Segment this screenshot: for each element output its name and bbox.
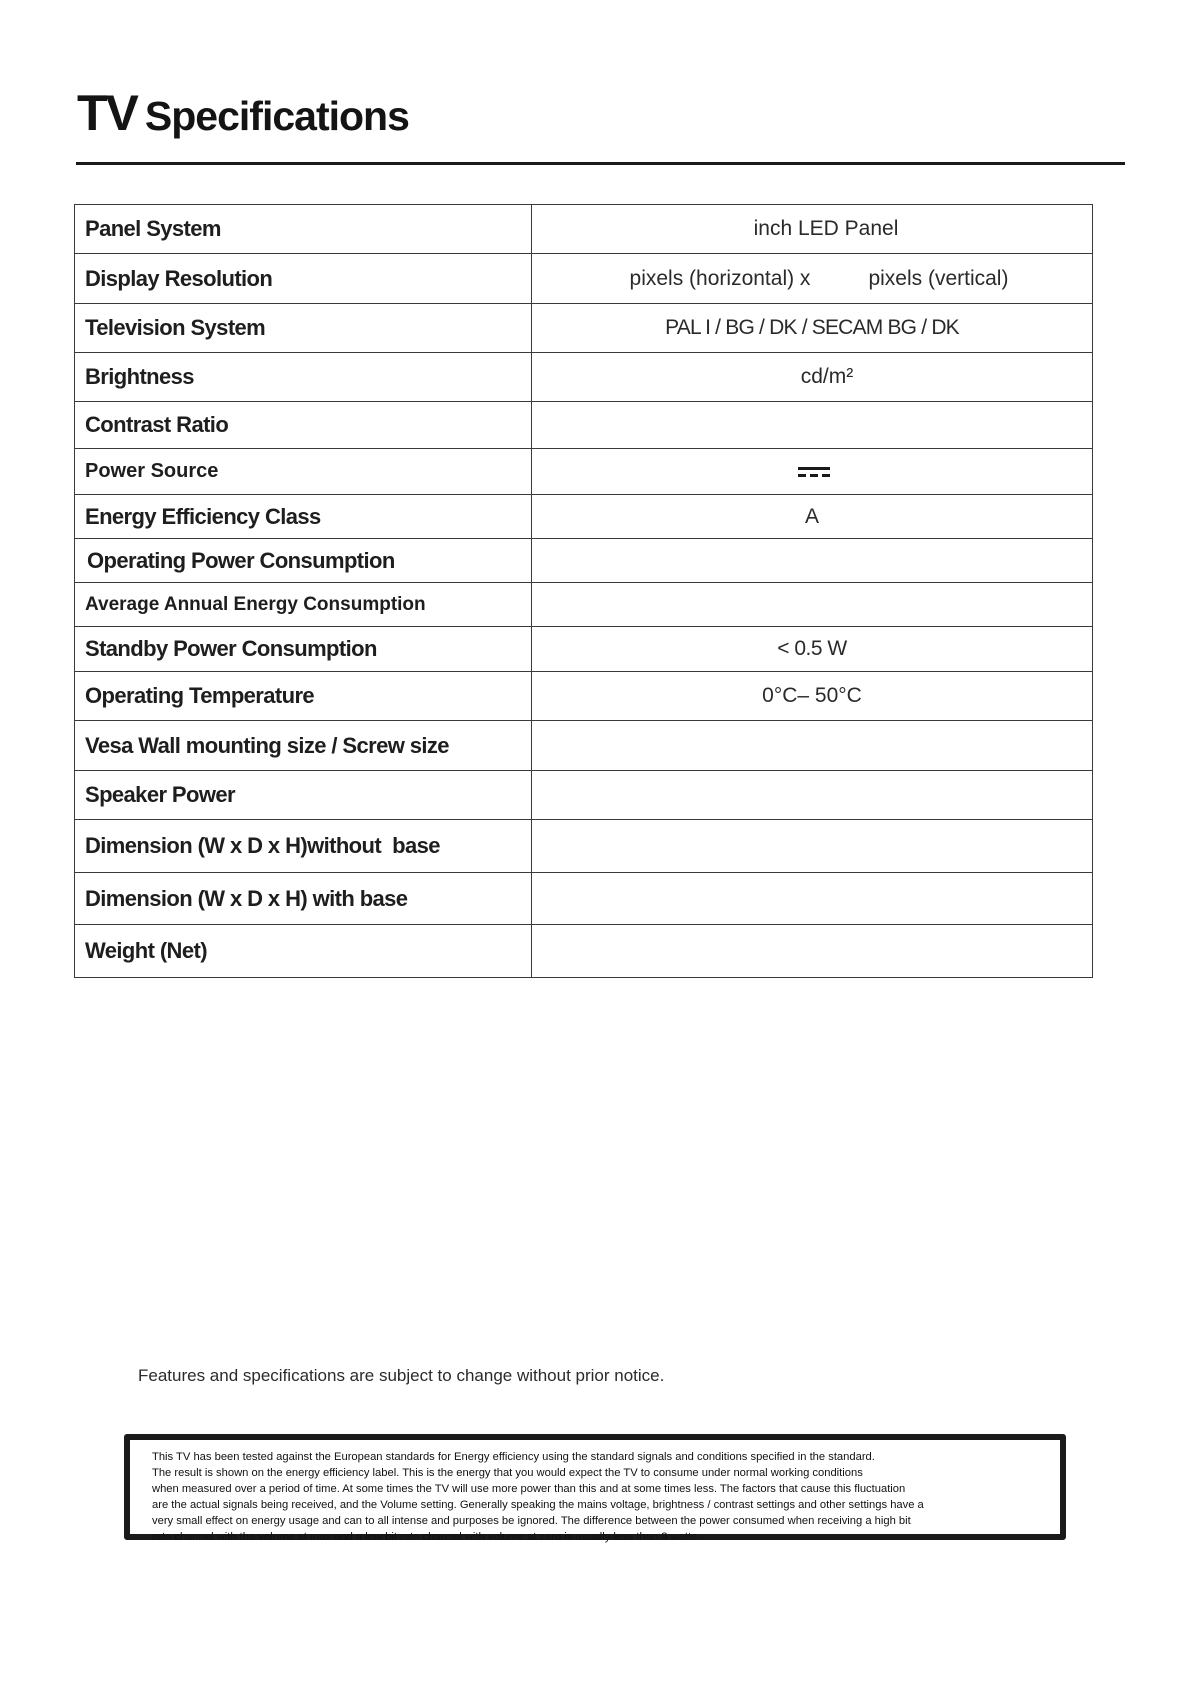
spec-value bbox=[532, 873, 1093, 925]
spec-label: Contrast Ratio bbox=[75, 402, 532, 449]
energy-notice-text bbox=[152, 1449, 1060, 1545]
spec-value bbox=[532, 402, 1093, 449]
spec-value bbox=[532, 721, 1093, 771]
resolution-vertical-text: pixels (vertical) bbox=[868, 266, 1009, 290]
energy-notice-line: are the actual signals being received, and the Volume setting. Generally speaking the mains voltage, brightness / contrast settings and other settings have a bbox=[152, 1499, 924, 1511]
spec-label: Dimension (W x D x H)without base bbox=[75, 820, 532, 873]
spec-row-dimension-with-base bbox=[75, 873, 1093, 925]
energy-notice-line: rate channel with the volume at max and a low bit rate channel with volume at zero is usually less than 3 watts. bbox=[152, 1531, 700, 1543]
spec-value: inch LED Panel bbox=[532, 205, 1093, 254]
spec-label: Dimension (W x D x H) with base bbox=[75, 873, 532, 925]
spec-row-brightness bbox=[75, 353, 1093, 402]
spec-row-panel-system bbox=[75, 205, 1093, 254]
spec-row-average-annual-energy-consumption bbox=[75, 583, 1093, 627]
spec-row-power-source bbox=[75, 449, 1093, 495]
spec-row-operating-temperature bbox=[75, 672, 1093, 721]
spec-label: Brightness bbox=[75, 353, 532, 402]
spec-label: Average Annual Energy Consumption bbox=[75, 583, 532, 627]
spec-label: Standby Power Consumption bbox=[75, 627, 532, 672]
energy-notice-line: when measured over a period of time. At some times the TV will use more power than this and at some times less. The factors that cause this fluctuation bbox=[152, 1483, 906, 1495]
spec-value bbox=[532, 771, 1093, 820]
spec-label: Operating Power Consumption bbox=[75, 539, 532, 583]
spec-label: Energy Efficiency Class bbox=[75, 495, 532, 539]
spec-value-power-source bbox=[532, 449, 1093, 495]
spec-row-energy-efficiency-class bbox=[75, 495, 1093, 539]
spec-row-dimension-without-base bbox=[75, 820, 1093, 873]
spec-table bbox=[74, 204, 1093, 978]
page-title-specifications: Specifications bbox=[144, 93, 409, 139]
change-notice: Features and specifications are subject to change without prior notice. bbox=[138, 1366, 665, 1385]
spec-label: Panel System bbox=[75, 205, 532, 254]
spec-label: Power Source bbox=[75, 449, 532, 495]
spec-row-speaker-power bbox=[75, 771, 1093, 820]
spec-label: Vesa Wall mounting size / Screw size bbox=[75, 721, 532, 771]
spec-label: Weight (Net) bbox=[75, 925, 532, 978]
page-title-tv: TV bbox=[77, 85, 137, 141]
spec-value: 0°C– 50°C bbox=[532, 672, 1093, 721]
spec-row-operating-power-consumption bbox=[75, 539, 1093, 583]
spec-value-resolution bbox=[532, 254, 1093, 304]
spec-value bbox=[532, 820, 1093, 873]
spec-row-television-system bbox=[75, 304, 1093, 353]
spec-label: Speaker Power bbox=[75, 771, 532, 820]
energy-notice-line: very small effect on energy usage and can to all intense and purposes be ignored. The difference between the power consumed when receiving a high bit bbox=[152, 1515, 911, 1527]
spec-value: A bbox=[532, 495, 1093, 539]
dc-current-icon bbox=[798, 465, 830, 479]
spec-value: cd/m² bbox=[532, 353, 1093, 402]
title-divider bbox=[76, 162, 1125, 165]
spec-row-standby-power-consumption bbox=[75, 627, 1093, 672]
spec-value bbox=[532, 925, 1093, 978]
energy-notice-line: The result is shown on the energy efficiency label. This is the energy that you would expect the TV to consume under normal working conditions bbox=[152, 1467, 863, 1479]
spec-value bbox=[532, 583, 1093, 627]
resolution-horizontal-text: pixels (horizontal) x bbox=[629, 266, 811, 290]
spec-value: < 0.5 W bbox=[532, 627, 1093, 672]
spec-label: Television System bbox=[75, 304, 532, 353]
spec-row-weight-net bbox=[75, 925, 1093, 978]
spec-value: PAL I / BG / DK / SECAM BG / DK bbox=[532, 304, 1093, 353]
spec-label: Operating Temperature bbox=[75, 672, 532, 721]
spec-row-vesa-wall-mounting bbox=[75, 721, 1093, 771]
energy-notice-line: This TV has been tested against the European standards for Energy efficiency using the standard signals and conditions specified in the standard. bbox=[152, 1451, 875, 1463]
energy-efficiency-notice-box bbox=[124, 1434, 1066, 1543]
spec-value bbox=[532, 539, 1093, 583]
spec-row-contrast-ratio bbox=[75, 402, 1093, 449]
page-title bbox=[77, 85, 409, 141]
spec-row-display-resolution bbox=[75, 254, 1093, 304]
spec-label: Display Resolution bbox=[75, 254, 532, 304]
